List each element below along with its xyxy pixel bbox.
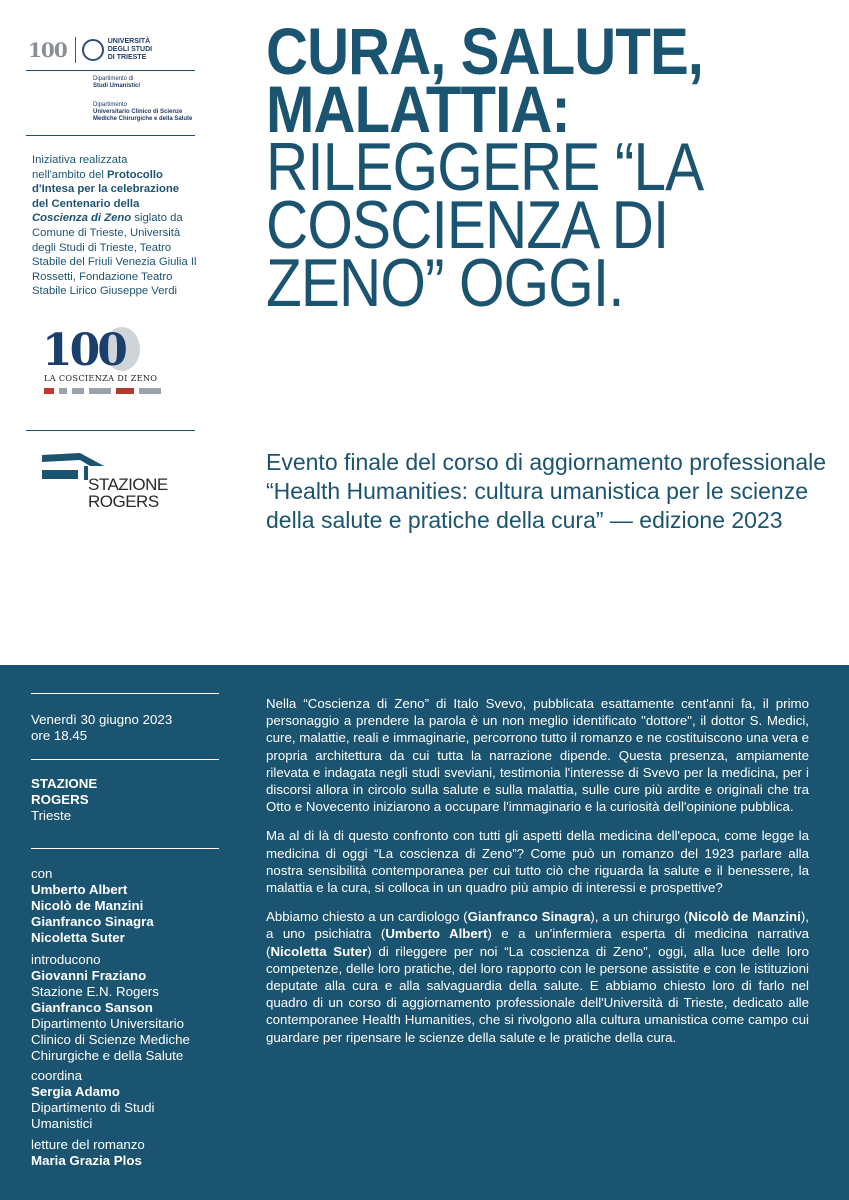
poster-subtitle: Evento finale del corso di aggiornamento professionale “Health Humanities: cultura umanistica per le scienze della salute e pratiche della cura” — edizione 2023 — [266, 449, 827, 533]
coordinator: coordina Sergia Adamo Dipartimento di Studi Umanistici — [31, 1068, 155, 1131]
description-paragraph-2: Ma al di là di questo confronto con tutti gli aspetti della medicina dell'epoca, come legge la medicina di oggi “La coscienza di Zeno”? Come può un romanzo del 1923 parlare alla nostra sensibilità contemporanea per cui tutto ciò che riguarda la salute e il benessere, la malattia e la cura, si colloca in un quadro più ampio di interessi e prospettive? — [266, 828, 809, 896]
logo-divider — [75, 37, 76, 63]
stazione-rogers-logo: STAZIONE ROGERS — [88, 475, 168, 511]
speakers-list: con Umberto Albert Nicolò de Manzini Gianfranco Sinagra Nicoletta Suter — [31, 866, 154, 945]
header-divider — [26, 70, 195, 71]
event-venue: STAZIONE ROGERS Trieste — [31, 776, 98, 823]
header-logos — [28, 34, 196, 66]
zeno-centenary-logo: 100 LA COSCIENZA DI ZENO — [42, 325, 162, 405]
university-name: UNIVERSITÀ DEGLI STUDI DI TRIESTE — [107, 38, 153, 61]
logo-divider-line — [26, 430, 195, 431]
header-divider-2 — [26, 135, 195, 136]
event-description — [266, 695, 809, 1058]
centenary-logo: 100 — [28, 38, 67, 62]
info-divider-2 — [31, 759, 219, 760]
introducers: introducono Giovanni Fraziano Stazione E.N. Rogers Gianfranco Sanson Dipartimento Universitario Clinico di Scienze Mediche Chirurgiche e della Salute — [31, 952, 190, 1063]
department-medical: Dipartimento Universitario Clinico di Scienze Mediche Chirurgiche e della Salute — [93, 102, 193, 122]
poster-title: CURA, SALUTE, MALATTIA: RILEGGERE “LA COSCIENZA DI ZENO” OGGI. — [266, 14, 704, 321]
event-datetime: Venerdì 30 giugno 2023 ore 18.45 — [31, 712, 173, 743]
university-seal-icon — [82, 39, 104, 61]
department-humanities: Dipartimento di Studi Umanistici — [93, 76, 141, 89]
initiative-note: Iniziativa realizzata nell'ambito del Protocollo d'Intesa per la celebrazione del Centenario della Coscienza di Zeno siglato da Comune di Trieste, Università degli Studi di Trieste, Teatro Stabile del Friuli Venezia Giulia Il Rossetti, Fondazione Teatro Stabile Lirico Giuseppe Verdi — [32, 154, 197, 298]
info-divider-3 — [31, 848, 219, 849]
info-divider-1 — [31, 693, 219, 694]
sponsor-logos — [44, 388, 161, 394]
readings: letture del romanzo Maria Grazia Plos — [31, 1137, 145, 1168]
description-paragraph-1: Nella “Coscienza di Zeno” di Italo Svevo, pubblicata esattamente cent'anni fa, il primo personaggio a prendere la parola è un non meglio identificato "dottore", il dottor S. Medici, cure, malattie, reali e immaginarie, percorrono tutto il romanzo e ne costituiscono una vera e propria architettura da cui tutta la narrazione dipende. Questa presenza, ampiamente rilevata e indagata negli studi sveviani, testimonia l'interesse di Svevo per la medicina, per i discorsi allora in circolo sulla salute e sulla malattia, sulle cure più ardite e originali che tra Otto e Novecento iniziarono a occupare l'immaginario e la curiosità dell'opinione pubblica. — [266, 696, 809, 815]
description-paragraph-3: Abbiamo chiesto a un cardiologo (Gianfranco Sinagra), a un chirurgo (Nicolò de Manzini), a uno psichiatra (Umberto Albert) e a un'infermiera esperta di medicina narrativa (Nicoletta Suter) di rileggere per noi “La coscienza di Zeno”, oggi, alla luce delle loro competenze, delle loro pratiche, del loro rapporto con le persone assistite e con le istituzioni deputate alla cura e alla salvaguardia della salute. E abbiamo chiesto loro di farlo nel quadro di un corso di aggiornamento professionale dell'Università di Trieste, dedicato alle contemporanee Health Humanities, che si rivolgono alla cultura umanistica come campo cui guardare per ripensare le scienze della salute e le pratiche della cura. — [266, 909, 810, 1045]
